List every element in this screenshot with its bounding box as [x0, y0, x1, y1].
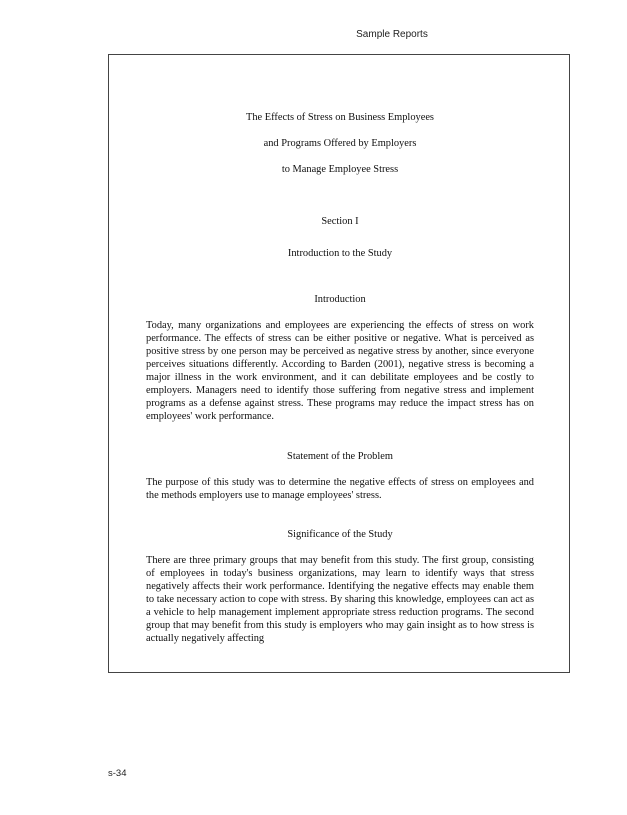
- report-title-line-3: to Manage Employee Stress: [281, 164, 399, 175]
- section-title: Introduction to the Study: [287, 248, 393, 259]
- running-header: Sample Reports: [356, 29, 428, 40]
- problem-paragraph: The purpose of this study was to determine the negative effects of stress on employees and the methods employers use to manage employees' stress.: [146, 477, 534, 501]
- significance-paragraph: There are three primary groups that may benefit from this study. The first group, consisting of employees in today's business organizations, may learn to identify ways that stress negatively affects their work performance. Identifying the negative effects may enable them to take necessary action to cope with stress. By sharing this knowledge, employees can act as a vehicle to help management implement appropriate stress reduction programs. The second group that may benefit from this study is employers who may gain insight as to how stress is actually negatively affecting: [146, 555, 534, 644]
- report-title-line-2: and Programs Offered by Employers: [263, 138, 417, 149]
- report-title-line-1: The Effects of Stress on Business Employees: [246, 112, 434, 123]
- section-label: Section I: [321, 216, 359, 227]
- introduction-paragraph: Today, many organizations and employees are experiencing the effects of stress on work performance. The effects of stress can be either positive or negative. What is perceived as positive stress by one person may be perceived as negative stress by another, since everyone perceives situations differently. According to Barden (2001), negative stress is becoming a major illness in the work environment, and it can debilitate employees and be costly to employers. Managers need to identify those suffering from negative stress and implement programs as a defense against stress. These programs may reduce the impact stress has on employees' work performance.: [146, 320, 534, 422]
- introduction-heading: Introduction: [314, 294, 366, 305]
- page-number: s-34: [108, 768, 127, 779]
- significance-heading: Significance of the Study: [287, 529, 393, 540]
- problem-heading: Statement of the Problem: [287, 451, 393, 462]
